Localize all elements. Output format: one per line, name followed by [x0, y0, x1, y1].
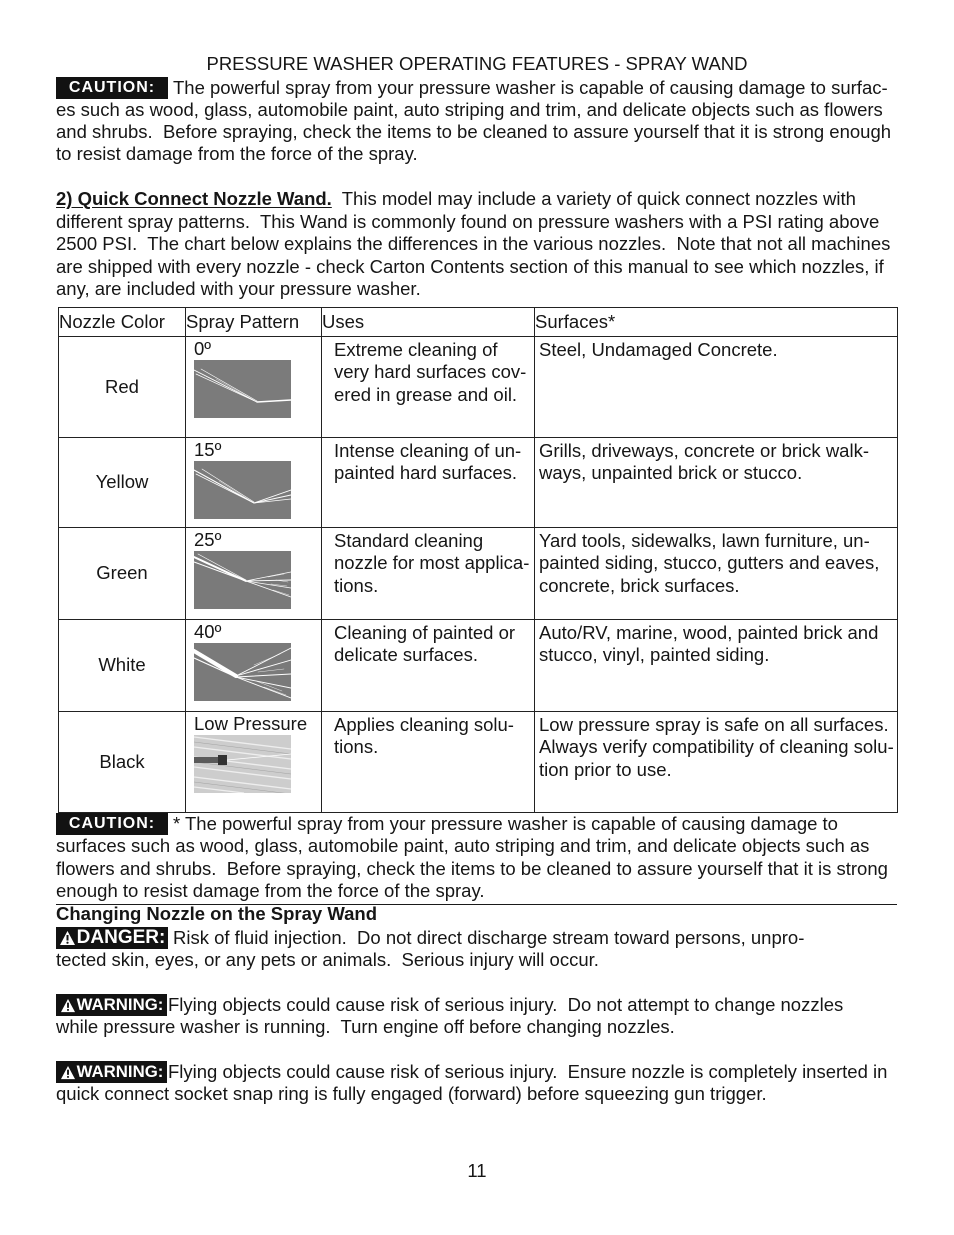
table-row [59, 712, 898, 813]
warning-first-line [56, 994, 843, 1016]
page-title: PRESSURE WASHER OPERATING FEATURES - SPRAY WAND [206, 53, 748, 74]
quick-connect-text-line: 2500 PSI. The chart below explains the differences in the various nozzles. Note that not all machines [56, 233, 891, 254]
surfaces-cell [535, 620, 898, 712]
surfaces-cell [535, 337, 898, 438]
spray-pattern-cell [186, 528, 322, 620]
caution-text-line: The powerful spray from your pressure washer is capable of causing damage to surfac- [173, 77, 888, 98]
uses-text-line: delicate surfaces. [334, 644, 478, 666]
table-row [59, 528, 898, 620]
spray-angle-label: 0º [194, 338, 212, 359]
header-uses: Uses [322, 308, 535, 337]
warning-text-line: Flying objects could cause risk of serious injury. Do not attempt to change nozzles [168, 994, 844, 1015]
quick-connect-heading: 2) Quick Connect Nozzle Wand. [56, 188, 332, 209]
caution-first-line [56, 77, 891, 99]
uses-text-line: Extreme cleaning of [334, 339, 498, 360]
danger-first-line [56, 927, 804, 949]
uses-text-line: painted hard surfaces. [334, 462, 518, 484]
quick-connect-section [56, 188, 890, 301]
table-row [59, 337, 898, 438]
caution-text-line: es such as wood, glass, automobile paint, auto striping and trim, and delicate objects such as flowers [56, 99, 883, 120]
uses-text-line: very hard surfaces cov- [334, 361, 527, 383]
caution-text-line: enough to resist damage from the force of the spray. [56, 879, 485, 901]
caution-text-line: and shrubs. Before spraying, check the items to be cleaned to assure yourself that it is strong enough [56, 121, 892, 142]
table-row [59, 438, 898, 528]
table-row [59, 620, 898, 712]
caution-first-line [56, 813, 888, 835]
caution-text-line: surfaces such as wood, glass, automobile paint, auto striping and trim, and delicate objects such as [56, 835, 870, 857]
surfaces-cell [535, 712, 898, 813]
uses-cell [322, 337, 535, 438]
surfaces-text-line: Yard tools, sidewalks, lawn furniture, un- [539, 530, 870, 551]
table-header-row [59, 308, 898, 337]
caution-notice-bottom [56, 813, 888, 902]
page-number: 11 [467, 1160, 487, 1181]
surfaces-text-line: ways, unpainted brick or stucco. [539, 462, 803, 484]
quick-connect-first-line [56, 188, 890, 211]
spray-angle-label: Low Pressure [194, 713, 308, 734]
nozzle-color-cell: Green [59, 528, 186, 620]
surfaces-text-line: tion prior to use. [539, 758, 672, 780]
spray-pattern-low-pressure-image [194, 735, 291, 793]
caution-text-line: * The powerful spray from your pressure washer is capable of causing damage to [173, 813, 838, 834]
danger-badge-label: DANGER: [76, 927, 166, 948]
section-heading: Changing Nozzle on the Spray Wand [56, 903, 378, 924]
caution-text-line: to resist damage from the force of the spray. [56, 143, 418, 164]
spray-angle-label: 25º [194, 529, 222, 550]
caution-notice-top [56, 77, 891, 165]
surfaces-cell [535, 438, 898, 528]
spray-angle-label: 40º [194, 621, 222, 642]
quick-connect-text-line: any, are included with your pressure washer. [56, 278, 421, 299]
spray-pattern-40-degree-image [194, 643, 291, 701]
spray-pattern-25-degree-image [194, 551, 291, 609]
header-nozzle-color: Nozzle Color [59, 308, 186, 337]
danger-text-line: tected skin, eyes, or any pets or animals. Serious injury will occur. [56, 949, 599, 970]
quick-connect-text-line: are shipped with every nozzle - check Carton Contents section of this manual to see which nozzles, if [56, 255, 884, 277]
uses-cell [322, 438, 535, 528]
uses-text-line: tions. [334, 574, 379, 596]
uses-cell [322, 620, 535, 712]
danger-text-line: Risk of fluid injection. Do not direct discharge stream toward persons, unpro- [173, 927, 805, 948]
nozzle-color-cell: Red [59, 337, 186, 438]
uses-text-line: ered in grease and oil. [334, 383, 518, 405]
surfaces-text-line: concrete, brick surfaces. [539, 574, 740, 596]
surfaces-text-line: painted siding, stucco, gutters and eaves, [539, 552, 880, 574]
header-surfaces: Surfaces* [535, 308, 898, 337]
surfaces-text-line: stucco, vinyl, painted siding. [539, 644, 770, 666]
spray-pattern-cell [186, 337, 322, 438]
nozzle-table [58, 307, 898, 813]
surfaces-text-line: Always verify compatibility of cleaning solu- [539, 736, 894, 758]
spray-pattern-cell [186, 438, 322, 528]
surfaces-cell [535, 528, 898, 620]
warning-text-line: Flying objects could cause risk of serious injury. Ensure nozzle is completely inserted in [168, 1061, 888, 1082]
uses-cell [322, 712, 535, 813]
changing-nozzle-heading [56, 903, 377, 925]
warning-text-line: quick connect socket snap ring is fully engaged (forward) before squeezing gun trigger. [56, 1083, 767, 1104]
caution-badge: CAUTION: [56, 77, 168, 99]
warning-badge [56, 1061, 167, 1083]
header-spray-pattern: Spray Pattern [186, 308, 322, 337]
warning-badge-label: WARNING: [76, 1062, 164, 1081]
danger-notice [56, 927, 804, 971]
warning-notice-change-nozzles [56, 994, 843, 1038]
warning-text-line: while pressure washer is running. Turn engine off before changing nozzles. [56, 1016, 675, 1037]
uses-text-line: Applies cleaning solu- [334, 714, 514, 735]
spray-pattern-cell [186, 620, 322, 712]
warning-first-line [56, 1061, 887, 1083]
surfaces-text-line: Low pressure spray is safe on all surfaces. [539, 714, 889, 735]
quick-connect-text-line: This model may include a variety of quick connect nozzles with [331, 188, 856, 209]
surfaces-text-line: Steel, Undamaged Concrete. [539, 339, 778, 360]
danger-badge [56, 927, 168, 949]
uses-text-line: tions. [334, 736, 379, 758]
uses-cell [322, 528, 535, 620]
uses-text-line: Intense cleaning of un- [334, 440, 522, 461]
surfaces-text-line: Grills, driveways, concrete or brick walk- [539, 440, 869, 461]
spray-pattern-0-degree-image [194, 360, 291, 418]
quick-connect-text-line: different spray patterns. This Wand is commonly found on pressure washers with a PSI rating above [56, 210, 880, 232]
nozzle-color-cell: White [59, 620, 186, 712]
warning-triangle-icon [59, 930, 76, 946]
warning-badge-label: WARNING: [76, 995, 164, 1014]
nozzle-color-cell: Black [59, 712, 186, 813]
caution-text-line: flowers and shrubs. Before spraying, check the items to be cleaned to assure yourself that it is strong [56, 857, 888, 879]
spray-pattern-15-degree-image [194, 461, 291, 519]
uses-text-line: Standard cleaning [334, 530, 484, 551]
uses-text-line: Cleaning of painted or [334, 622, 516, 643]
spray-pattern-cell [186, 712, 322, 813]
warning-notice-insert-nozzle [56, 1061, 887, 1105]
nozzle-color-cell: Yellow [59, 438, 186, 528]
caution-badge: CAUTION: [56, 813, 168, 835]
spray-angle-label: 15º [194, 439, 222, 460]
warning-badge [56, 994, 167, 1016]
warning-triangle-icon [60, 998, 76, 1013]
uses-text-line: nozzle for most applica- [334, 552, 530, 574]
warning-triangle-icon [60, 1065, 76, 1080]
surfaces-text-line: Auto/RV, marine, wood, painted brick and [539, 622, 879, 643]
